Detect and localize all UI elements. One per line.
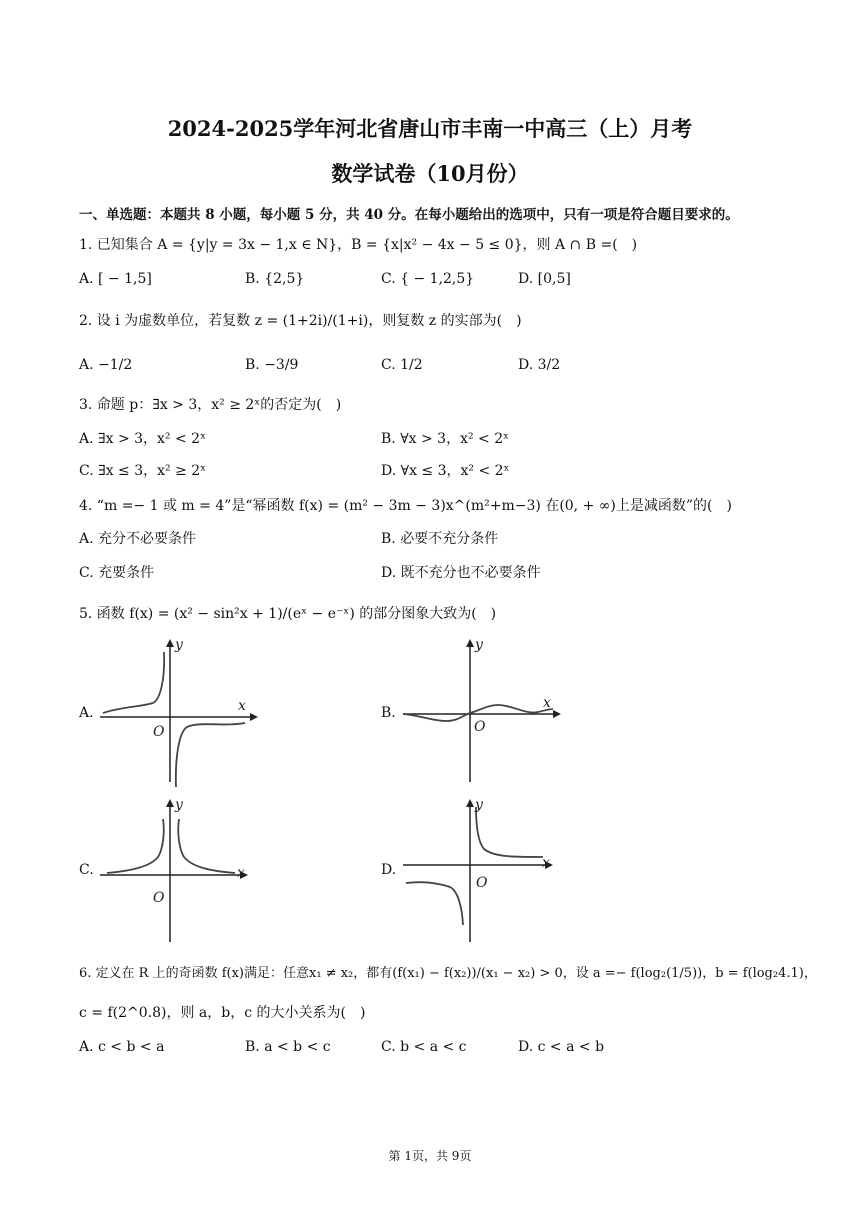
q2-option-a: A. −1/2 xyxy=(79,357,133,373)
q4-option-b: B. 必要不充分条件 xyxy=(381,531,499,547)
question-3-stem: 3. 命题 p：∃x > 3，x² ≥ 2ˣ的否定为( ) xyxy=(79,397,342,413)
q6-option-a: A. c < b < a xyxy=(79,1039,165,1055)
q1-option-a: A. [ − 1,5] xyxy=(79,271,152,287)
graph-d-origin: O xyxy=(476,875,488,891)
q4-option-d: D. 既不充分也不必要条件 xyxy=(381,565,541,581)
graph-c-y-label: y xyxy=(175,797,183,813)
question-4-stem: 4. “m =− 1 或 m = 4”是“幂函数 f(x) = (m² − 3m − 3)x^(m²+m−3) 在(0, + ∞)上是减函数”的( ) xyxy=(79,498,732,514)
graph-c-x-label: x xyxy=(237,865,245,881)
title-line-2: 数学试卷（10月份） xyxy=(331,161,529,186)
graph-a-y-label: y xyxy=(175,637,183,653)
graph-d-y-label: y xyxy=(475,797,483,813)
question-5-stem: 5. 函数 f(x) = (x² − sin²x + 1)/(eˣ − e⁻ˣ) 的部分图象大致为( ) xyxy=(79,606,497,622)
q1-option-b: B. {2,5} xyxy=(245,271,305,287)
q5-option-a-label: A. xyxy=(79,705,94,721)
graph-a-origin: O xyxy=(153,724,165,740)
q4-option-c: C. 充要条件 xyxy=(79,565,155,581)
q5-option-d-label: D. xyxy=(381,862,397,878)
graph-d-x-label: x xyxy=(542,855,550,871)
section-heading: 一、单选题：本题共 8 小题，每小题 5 分，共 40 分。在每小题给出的选项中，只有一项是符合题目要求的。 xyxy=(79,207,739,223)
q2-option-b: B. −3/9 xyxy=(245,357,299,373)
q6-option-d: D. c < a < b xyxy=(518,1039,605,1055)
question-2-stem: 2. 设 i 为虚数单位，若复数 z = (1+2i)/(1+i)，则复数 z 的实部为( ) xyxy=(79,313,522,329)
q5-option-b-label: B. xyxy=(381,705,396,721)
q5-graph-a xyxy=(95,637,265,787)
title-line-1: 2024-2025学年河北省唐山市丰南一中高三（上）月考 xyxy=(167,116,693,141)
graph-b-origin: O xyxy=(474,719,486,735)
q6-option-b: B. a < b < c xyxy=(245,1039,331,1055)
page-footer: 第 1页，共 9页 xyxy=(388,1149,472,1163)
q3-option-b: B. ∀x > 3，x² < 2ˣ xyxy=(381,431,510,447)
q2-option-c: C. 1/2 xyxy=(381,357,423,373)
graph-b-y-label: y xyxy=(475,637,483,653)
q4-option-a: A. 充分不必要条件 xyxy=(79,531,197,547)
q6-option-c: C. b < a < c xyxy=(381,1039,467,1055)
q5-graph-b xyxy=(398,637,568,787)
question-6-stem-continued: c = f(2^0.8)，则 a，b，c 的大小关系为( ) xyxy=(79,1005,366,1021)
q2-option-d: D. 3/2 xyxy=(518,357,561,373)
q3-option-a: A. ∃x > 3，x² < 2ˣ xyxy=(79,431,207,447)
q5-option-c-label: C. xyxy=(79,862,94,878)
q3-option-c: C. ∃x ≤ 3，x² ≥ 2ˣ xyxy=(79,463,207,479)
q5-graph-c xyxy=(95,797,265,945)
question-6-stem: 6. 定义在 R 上的奇函数 f(x)满足：任意x₁ ≠ x₂，都有(f(x₁) − f(x₂))/(x₁ − x₂) > 0，设 a =− f(log₂(1/5))，b = f(log₂4.1)， xyxy=(79,966,817,981)
graph-a-x-label: x xyxy=(238,698,246,714)
graph-c-origin: O xyxy=(153,890,165,906)
q1-option-d: D. [0,5] xyxy=(518,271,571,287)
graph-b-x-label: x xyxy=(543,695,551,711)
q3-option-d: D. ∀x ≤ 3，x² < 2ˣ xyxy=(381,463,510,479)
q1-option-c: C. { − 1,2,5} xyxy=(381,271,475,287)
q5-graph-d xyxy=(398,797,568,945)
question-1-stem: 1. 已知集合 A = {y|y = 3x − 1,x ∈ N}，B = {x|x² − 4x − 5 ≤ 0}，则 A ∩ B =( ) xyxy=(79,237,638,253)
